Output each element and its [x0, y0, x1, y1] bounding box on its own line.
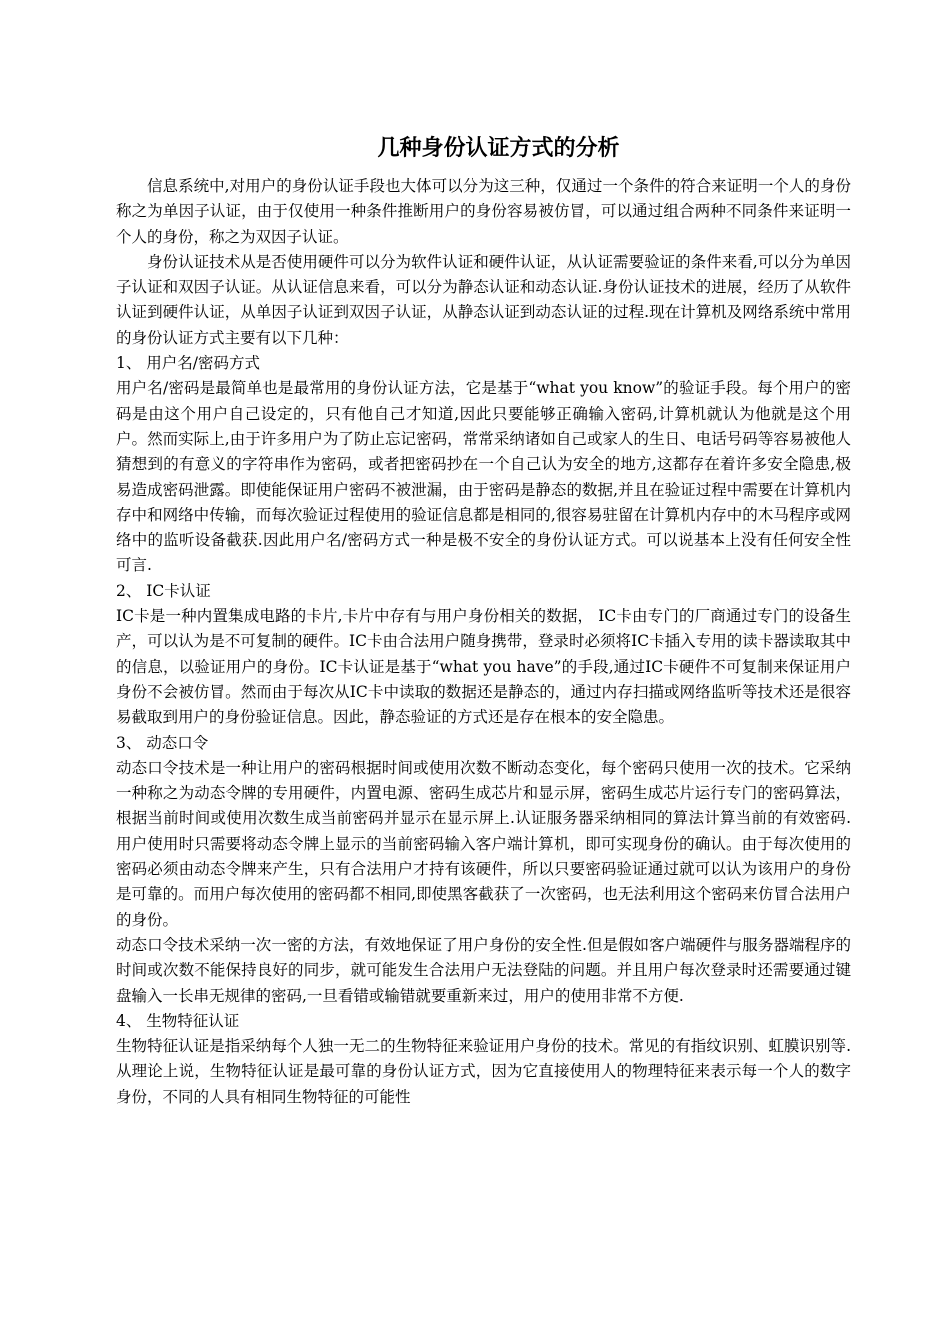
intro-paragraph-1: 信息系统中,对用户的身份认证手段也大体可以分为这三种，仅通过一个条件的符合来证明一个人的身份称之为单因子认证，由于仅使用一种条件推断用户的身份容易被仿冒，可以通过组合两种不同条件来证明一个人的身份，称之为双因子认证。: [116, 177, 851, 246]
section-heading-ic-card: 2、 IC卡认证: [116, 581, 211, 600]
section-paragraph-dynamic-password-2: 动态口令技术采纳一次一密的方法，有效地保证了用户身份的安全性.但是假如客户端硬件与服务器端程序的时间或次数不能保持良好的同步，就可能发生合法用户无法登陆的问题。并且用户每次登录时还需要通过键盘输入一长串无规律的密码,一旦看错或输错就要重新来过，用户的使用非常不方便.: [116, 935, 851, 1005]
section-paragraph-ic-card: IC卡是一种内置集成电路的卡片,卡片中存有与用户身份相关的数据， IC卡由专门的厂商通过专门的设备生产，可以认为是不可复制的硬件。IC卡由合法用户随身携带，登录时必须将IC卡插入专用的读卡器读取其中的信息，以验证用户的身份。IC卡认证是基于“what you have”的手段,通过IC卡硬件不可复制来保证用户身份不会被仿冒。然而由于每次从IC卡中读取的数据还是静态的，通过内存扫描或网络监听等技术还是很容易截取到用户的身份验证信息。因此，静态验证的方式还是存在根本的安全隐患。: [116, 607, 851, 727]
document-page: [116, 132, 851, 1110]
section-heading-password: 1、 用户名/密码方式: [116, 354, 261, 373]
section-paragraph-dynamic-password-1: 动态口令技术是一种让用户的密码根据时间或使用次数不断动态变化，每个密码只使用一次的技术。它采纳一种称之为动态令牌的专用硬件，内置电源、密码生成芯片和显示屏，密码生成芯片运行专门的密码算法，根据当前时间或使用次数生成当前密码并显示在显示屏上.认证服务器采纳相同的算法计算当前的有效密码.用户使用时只需要将动态令牌上显示的当前密码输入客户端计算机，即可实现身份的确认。由于每次使用的密码必须由动态令牌来产生，只有合法用户才持有该硬件，所以只要密码验证通过就可以认为该用户的身份是可靠的。而用户每次使用的密码都不相同,即使黑客截获了一次密码，也无法利用这个密码来仿冒合法用户的身份。: [116, 758, 851, 929]
document-title: 几种身份认证方式的分析: [377, 136, 620, 161]
intro-paragraph-2: 身份认证技术从是否使用硬件可以分为软件认证和硬件认证，从认证需要验证的条件来看,可以分为单因子认证和双因子认证。从认证信息来看，可以分为静态认证和动态认证.身份认证技术的进展，经历了从软件认证到硬件认证，从单因子认证到双因子认证，从静态认证到动态认证的过程.现在计算机及网络系统中常用的身份认证方式主要有以下几种：: [116, 252, 851, 347]
section-paragraph-biometric: 生物特征认证是指采纳每个人独一无二的生物特征来验证用户身份的技术。常见的有指纹识别、虹膜识别等.从理论上说，生物特征认证是最可靠的身份认证方式，因为它直接使用人的物理特征来表示每一个人的数字身份，不同的人具有相同生物特征的可能性: [116, 1037, 851, 1106]
section-heading-dynamic-password: 3、 动态口令: [116, 733, 209, 752]
section-paragraph-password: 用户名/密码是最简单也是最常用的身份认证方法，它是基于“what you know”的验证手段。每个用户的密码是由这个用户自己设定的，只有他自己才知道,因此只要能够正确输入密码,计算机就认为他就是这个用户。然而实际上,由于许多用户为了防止忘记密码，常常采纳诸如自己或家人的生日、电话号码等容易被他人猜想到的有意义的字符串作为密码，或者把密码抄在一个自己认为安全的地方,这都存在着许多安全隐患,极易造成密码泄露。即使能保证用户密码不被泄漏，由于密码是静态的数据,并且在验证过程中需要在计算机内存中和网络中传输，而每次验证过程使用的验证信息都是相同的,很容易驻留在计算机内存中的木马程序或网络中的监听设备截获.因此用户名/密码方式一种是极不安全的身份认证方式。可以说基本上没有任何安全性可言.: [116, 379, 851, 575]
section-heading-biometric: 4、 生物特征认证: [116, 1011, 240, 1030]
